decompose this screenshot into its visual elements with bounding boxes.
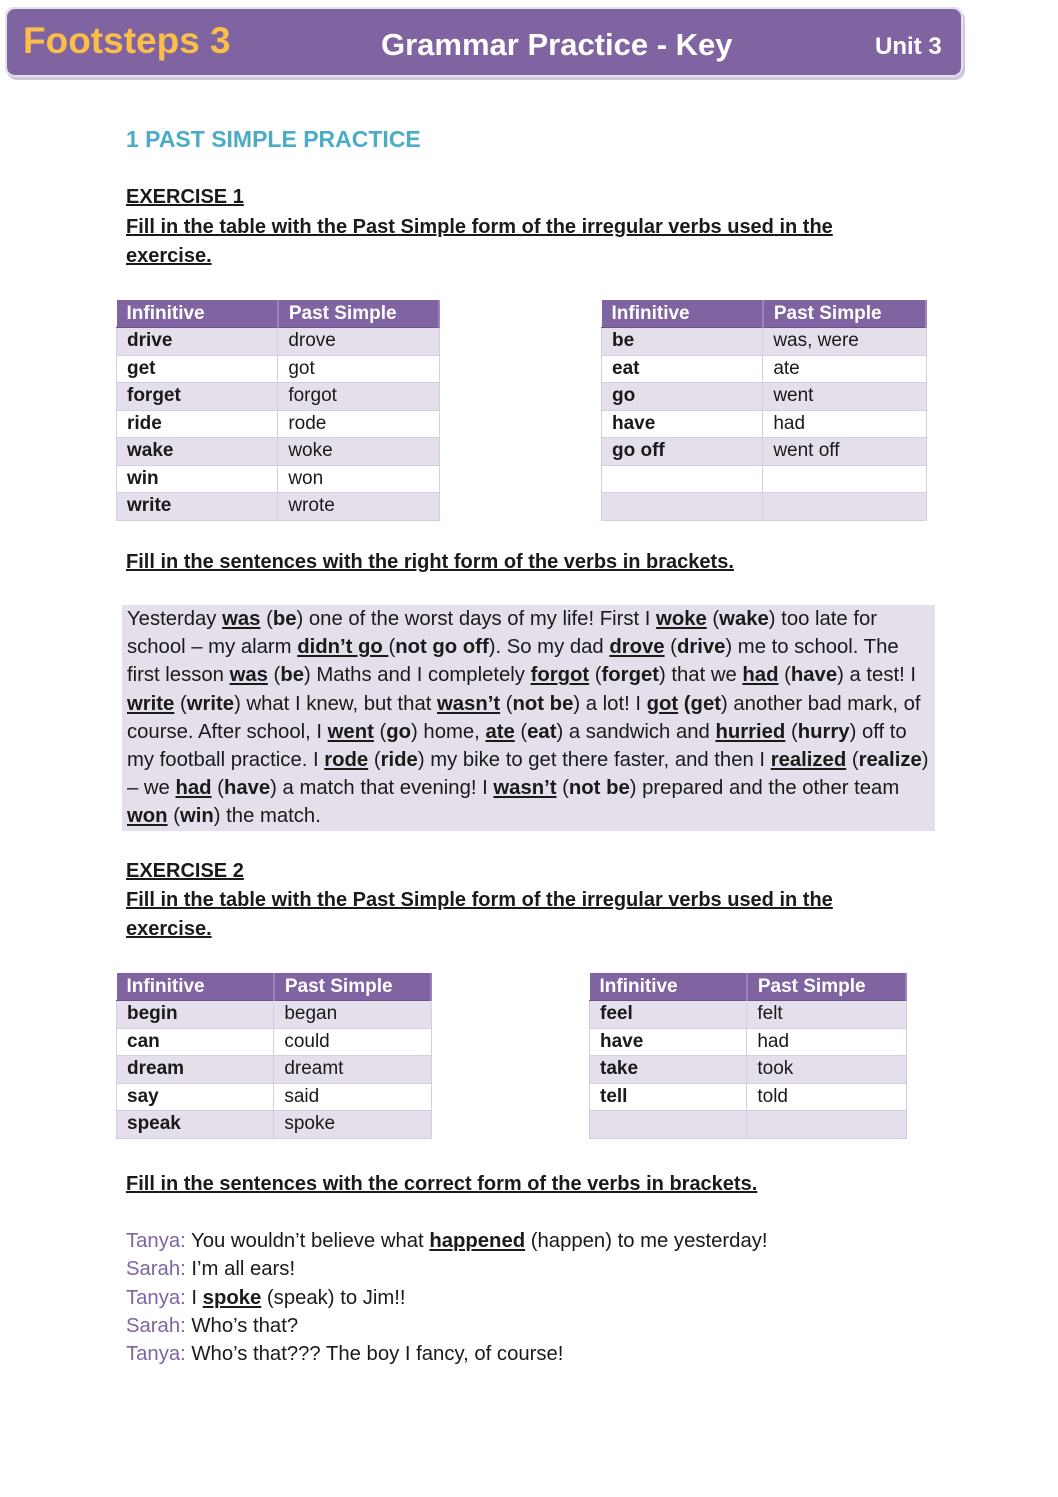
base-verb: not be [512, 692, 574, 715]
answer-verb: write [127, 692, 175, 715]
infinitive-cell: go off [602, 438, 763, 466]
exercise-2-title: EXERCISE 2 [126, 860, 244, 882]
infinitive-cell: be [602, 328, 763, 356]
infinitive-cell: write [117, 493, 278, 521]
table-row [602, 328, 927, 356]
passage-text: ) me to school. The first lesson [127, 636, 899, 687]
base-verb: win [179, 805, 214, 828]
answer-verb: had [175, 777, 212, 800]
past-simple-cell: went [763, 383, 926, 411]
past-simple-cell: spoke [274, 1111, 431, 1139]
passage-text: ( [706, 608, 720, 630]
passage-text: ) off to my football practice. I [127, 720, 907, 772]
table-row [117, 1056, 432, 1084]
infinitive-cell: begin [117, 1001, 274, 1029]
infinitive-cell: eat [602, 355, 763, 383]
exercise-1-sentences-instruction: Fill in the sentences with the right form of the verbs in brackets. [126, 551, 734, 573]
brand-title: Footsteps 3 [23, 20, 231, 61]
table-row [602, 383, 927, 411]
document-title: Grammar Practice - Key [381, 27, 733, 62]
column-header-past-simple: Past Simple [278, 300, 439, 328]
infinitive-cell: go [602, 383, 763, 411]
base-verb: wake [719, 608, 769, 630]
base-verb: be [280, 664, 304, 687]
exercise-1-instruction: Fill in the table with the Past Simple form of the irregular verbs used in the exercise. [126, 216, 833, 267]
passage-text: ) another bad mark, of course. After school, I [127, 692, 921, 743]
table-row [117, 465, 440, 493]
past-simple-cell: had [747, 1028, 906, 1056]
answer-verb: happened [429, 1230, 526, 1252]
table-row [117, 1001, 432, 1029]
past-simple-cell: forgot [278, 383, 439, 411]
passage-text: ( [388, 636, 396, 659]
table-row [117, 493, 440, 521]
passage-text: ( [174, 692, 187, 715]
answer-verb: went [327, 720, 374, 743]
exercise-2-sentences-instruction: Fill in the sentences with the correct form of the verbs in brackets. [126, 1173, 758, 1195]
base-verb: not be [568, 777, 630, 800]
passage-text: ) a sandwich and [556, 720, 716, 743]
dialogue [126, 1227, 768, 1368]
infinitive-cell [590, 1111, 747, 1139]
dialogue-line [126, 1340, 768, 1368]
base-verb: write [186, 692, 235, 715]
passage-text: ( [500, 692, 513, 715]
passage-text: (speak) to Jim!! [261, 1286, 406, 1309]
answer-verb: drove [609, 636, 665, 659]
table-row [117, 410, 440, 438]
past-simple-cell: told [747, 1083, 906, 1111]
infinitive-cell: can [117, 1028, 274, 1056]
answer-verb: had [742, 664, 779, 687]
answer-verb: woke [656, 608, 707, 630]
table-row [117, 383, 440, 411]
column-header-infinitive: Infinitive [602, 300, 763, 328]
passage-text: ) home, [411, 720, 486, 743]
verb-table-ex1-right [601, 300, 927, 521]
passage-text: ( [514, 720, 528, 743]
speaker-name: Sarah: [126, 1314, 186, 1337]
verb-table-ex2-right [589, 973, 907, 1139]
passage-text: Who’s that??? The boy I fancy, of course! [185, 1343, 564, 1366]
passage-text: ) my bike to get there faster, and then I [417, 749, 771, 772]
column-header-past-simple: Past Simple [747, 973, 906, 1001]
answer-verb: wasn’t [437, 692, 501, 715]
infinitive-cell: take [590, 1056, 747, 1084]
answer-verb: hurried [715, 720, 786, 743]
base-verb: go [386, 720, 412, 743]
table-row [117, 1083, 432, 1111]
past-simple-cell: took [747, 1056, 906, 1084]
answer-verb: didn’t go [297, 636, 389, 659]
past-simple-cell: got [278, 355, 439, 383]
passage-text: ( [368, 749, 381, 772]
past-simple-cell: said [274, 1083, 431, 1111]
past-simple-cell: began [274, 1001, 431, 1029]
infinitive-cell: ride [117, 410, 278, 438]
base-verb: drive [676, 636, 726, 659]
past-simple-cell: drove [278, 328, 439, 356]
passage-text: ) too late for school – my alarm [127, 608, 878, 659]
passage-text: ( [778, 664, 791, 687]
passage-text: ( [167, 805, 180, 828]
base-verb: realize [858, 749, 922, 772]
table-row [590, 1111, 907, 1139]
infinitive-cell: wake [117, 438, 278, 466]
table-row [602, 465, 927, 493]
base-verb: ride [380, 749, 418, 772]
past-simple-cell: could [274, 1028, 431, 1056]
infinitive-cell: dream [117, 1056, 274, 1084]
table-row [117, 438, 440, 466]
exercise-2-instruction: Fill in the table with the Past Simple form of the irregular verbs used in the exercise. [126, 889, 833, 940]
passage-text: ) that we [659, 664, 743, 687]
table-row [117, 1028, 432, 1056]
answer-verb: won [127, 805, 168, 828]
past-simple-cell: felt [747, 1001, 906, 1029]
exercise-1-title: EXERCISE 1 [126, 186, 244, 208]
infinitive-cell: win [117, 465, 278, 493]
passage-text: (happen) to me yesterday! [525, 1230, 768, 1252]
passage-text: I [185, 1286, 203, 1309]
base-verb: be [272, 608, 297, 630]
infinitive-cell [602, 465, 763, 493]
past-simple-cell: woke [278, 438, 439, 466]
dialogue-line [126, 1227, 768, 1255]
passage-text: ) a match that evening! I [270, 777, 494, 800]
speaker-name: Tanya: [126, 1343, 186, 1366]
base-verb: not go off [395, 636, 489, 659]
column-header-infinitive: Infinitive [117, 973, 274, 1001]
speaker-name: Tanya: [126, 1230, 186, 1252]
table-row [590, 1083, 907, 1111]
infinitive-cell: feel [590, 1001, 747, 1029]
passage-text: ) one of the worst days of my life! First I [296, 608, 657, 630]
verb-table-ex2-left [116, 973, 432, 1139]
passage-text: ) a lot! I [573, 692, 647, 715]
section-title: 1 PAST SIMPLE PRACTICE [126, 126, 421, 152]
infinitive-cell: forget [117, 383, 278, 411]
past-simple-cell: won [278, 465, 439, 493]
infinitive-cell: say [117, 1083, 274, 1111]
header-banner [5, 7, 963, 77]
answer-verb: ate [485, 720, 515, 743]
answer-verb: was [222, 608, 261, 630]
base-verb: have [790, 664, 838, 687]
passage-text: You wouldn’t believe what [185, 1230, 430, 1252]
passage-text: ) what I knew, but that [234, 692, 437, 715]
infinitive-cell [602, 493, 763, 521]
passage-text: ( [260, 608, 273, 630]
past-simple-cell [747, 1111, 906, 1139]
column-header-infinitive: Infinitive [117, 300, 278, 328]
table-row [117, 328, 440, 356]
passage-text: ( [267, 664, 281, 687]
answer-verb: realized [770, 749, 847, 772]
past-simple-cell: ate [763, 355, 926, 383]
passage-text: ) prepared and the other team [629, 777, 900, 800]
passage-text: ( [589, 664, 602, 687]
column-header-infinitive: Infinitive [590, 973, 747, 1001]
past-simple-cell: wrote [278, 493, 439, 521]
table-row [602, 355, 927, 383]
passage-text: ) the match. [213, 805, 321, 828]
passage-text: ( [846, 749, 859, 772]
table-row [602, 493, 927, 521]
passage-text: ( [664, 636, 677, 659]
passage-text: ( [373, 720, 387, 743]
past-simple-cell [763, 465, 926, 493]
unit-label: Unit 3 [875, 33, 942, 60]
base-verb: eat [527, 720, 557, 743]
answer-verb: got [646, 692, 679, 715]
passage-text: ). So my dad [488, 636, 610, 659]
table-row [117, 1111, 432, 1139]
past-simple-cell: went off [763, 438, 926, 466]
passage-text: ) – we [127, 749, 929, 800]
infinitive-cell: get [117, 355, 278, 383]
table-row [590, 1028, 907, 1056]
base-verb: have [223, 777, 271, 800]
verb-table-ex1-left [116, 300, 440, 521]
speaker-name: Tanya: [126, 1286, 186, 1309]
passage-text: ( [785, 720, 798, 743]
passage-text: ) a test! I [837, 664, 917, 687]
column-header-past-simple: Past Simple [274, 973, 431, 1001]
infinitive-cell: have [602, 410, 763, 438]
past-simple-cell: was, were [763, 328, 926, 356]
answer-verb: spoke [202, 1286, 262, 1309]
past-simple-cell: dreamt [274, 1056, 431, 1084]
infinitive-cell: speak [117, 1111, 274, 1139]
speaker-name: Sarah: [126, 1258, 186, 1281]
base-verb: forget [601, 664, 659, 687]
dialogue-line [126, 1255, 768, 1283]
base-verb: hurry [797, 720, 850, 743]
infinitive-cell: drive [117, 328, 278, 356]
passage-text: I’m all ears! [185, 1258, 296, 1281]
passage-text: ) Maths and I completely [303, 664, 531, 687]
infinitive-cell: tell [590, 1083, 747, 1111]
answer-passage [122, 605, 935, 831]
table-row [590, 1001, 907, 1029]
answer-verb: wasn’t [493, 777, 557, 800]
base-verb: (get [683, 692, 721, 715]
answer-verb: was [229, 664, 268, 687]
passage-text: Yesterday [127, 608, 223, 630]
past-simple-cell: rode [278, 410, 439, 438]
passage-text: ( [556, 777, 569, 800]
table-row [590, 1056, 907, 1084]
table-row [117, 355, 440, 383]
column-header-past-simple: Past Simple [763, 300, 926, 328]
passage-text: ( [211, 777, 224, 800]
past-simple-cell: had [763, 410, 926, 438]
past-simple-cell [763, 493, 926, 521]
answer-verb: rode [324, 749, 369, 772]
answer-verb: forgot [530, 664, 590, 687]
dialogue-line [126, 1284, 768, 1312]
table-row [602, 438, 927, 466]
dialogue-line [126, 1312, 768, 1340]
infinitive-cell: have [590, 1028, 747, 1056]
table-row [602, 410, 927, 438]
passage-text: Who’s that? [185, 1314, 299, 1337]
